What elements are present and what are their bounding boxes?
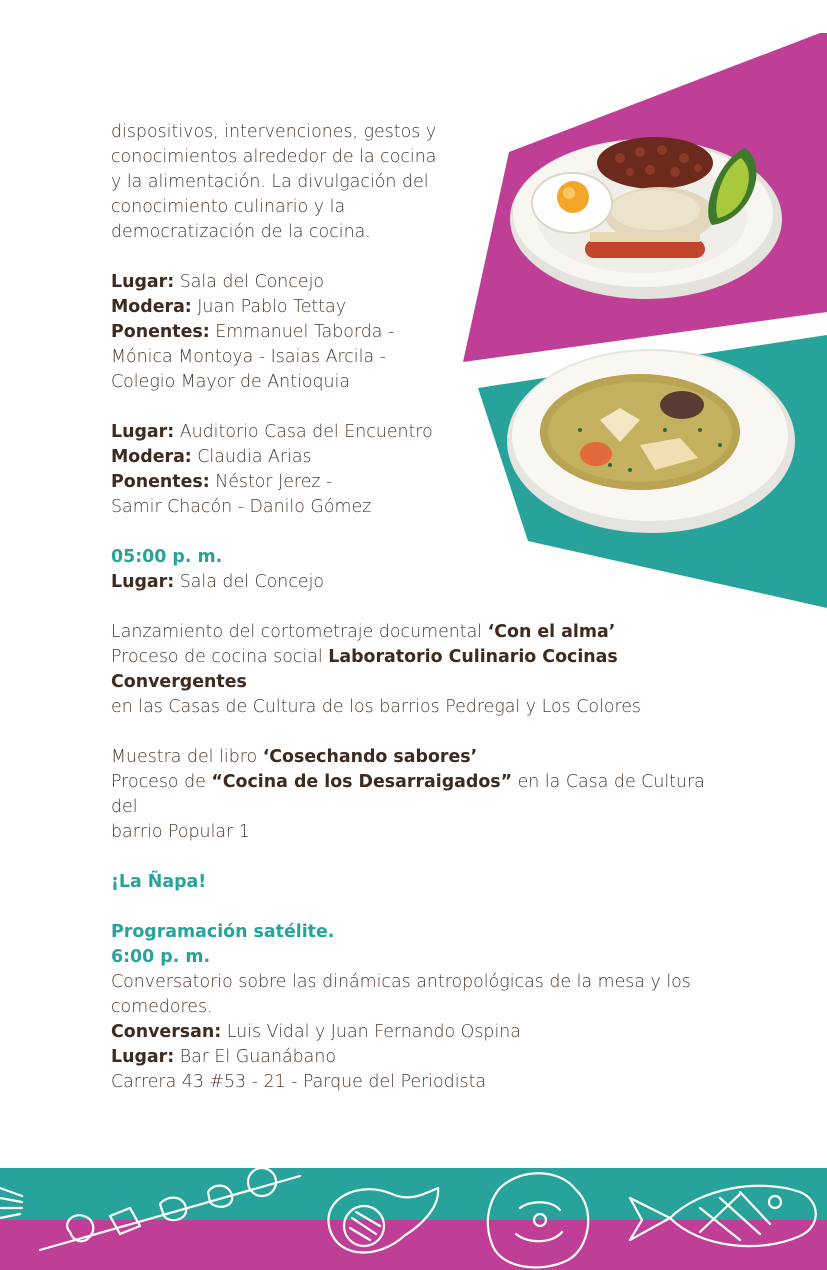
satellite-time: 6:00 p. m. bbox=[111, 947, 211, 967]
modera-label: Modera: bbox=[111, 297, 192, 317]
ponentes-value: Colegio Mayor de Antioquia bbox=[111, 372, 351, 392]
intro-line: democratización de la cocina. bbox=[111, 222, 371, 242]
book-block bbox=[111, 745, 731, 845]
ponentes-label: Ponentes: bbox=[111, 472, 210, 492]
lugar-value: Sala del Concejo bbox=[174, 272, 325, 292]
lugar-label: Lugar: bbox=[111, 1047, 175, 1067]
intro-line: dispositivos, intervenciones, gestos y bbox=[111, 122, 437, 142]
ponentes-value: Emmanuel Taborda - bbox=[209, 322, 395, 342]
lugar-value: Sala del Concejo bbox=[174, 572, 325, 592]
satellite-title: Programación satélite. bbox=[111, 922, 335, 942]
lugar-label: Lugar: bbox=[111, 422, 175, 442]
intro-line: y la alimentación. La divulgación del bbox=[111, 172, 429, 192]
launch-block bbox=[111, 620, 731, 720]
address: Carrera 43 #53 - 21 - Parque del Periodista bbox=[111, 1072, 487, 1092]
book-text: barrio Popular 1 bbox=[111, 822, 250, 842]
satellite-desc: comedores. bbox=[111, 997, 213, 1017]
launch-process: Laboratorio Culinario Cocinas Convergentes bbox=[111, 647, 618, 692]
modera-value: Juan Pablo Tettay bbox=[191, 297, 347, 317]
modera-value: Claudia Arias bbox=[191, 447, 312, 467]
intro-line: conocimiento culinario y la bbox=[111, 197, 346, 217]
launch-text: en las Casas de Cultura de los barrios Pedregal y Los Colores bbox=[111, 697, 641, 717]
satellite-block bbox=[111, 920, 731, 1095]
book-text: Proceso de bbox=[111, 772, 212, 792]
napa-heading: ¡La Ñapa! bbox=[111, 872, 207, 892]
book-title: ‘Cosechando sabores’ bbox=[262, 747, 478, 767]
conversan-value: Luis Vidal y Juan Fernando Ospina bbox=[221, 1022, 521, 1042]
book-text: Muestra del libro bbox=[111, 747, 263, 767]
modera-label: Modera: bbox=[111, 447, 192, 467]
ponentes-value: Mónica Montoya - Isaias Arcila - bbox=[111, 347, 386, 367]
program-content bbox=[111, 120, 731, 1095]
launch-text: Proceso de cocina social bbox=[111, 647, 329, 667]
lugar-label: Lugar: bbox=[111, 572, 175, 592]
footer-band bbox=[0, 1168, 827, 1270]
session-block-2 bbox=[111, 420, 441, 520]
session-time: 05:00 p. m. bbox=[111, 547, 223, 567]
ponentes-value: Samir Chacón - Danilo Gómez bbox=[111, 497, 372, 517]
book-text: en la Casa de Cultura del bbox=[111, 772, 705, 817]
ponentes-value: Néstor Jerez - bbox=[209, 472, 333, 492]
lugar-label: Lugar: bbox=[111, 272, 175, 292]
lugar-value: Bar El Guanábano bbox=[174, 1047, 336, 1067]
intro-paragraph bbox=[111, 120, 441, 245]
book-process: “Cocina de los Desarraigados” bbox=[211, 772, 513, 792]
launch-title: ‘Con el alma’ bbox=[487, 622, 616, 642]
launch-text: Lanzamiento del cortometraje documental bbox=[111, 622, 488, 642]
satellite-desc: Conversatorio sobre las dinámicas antropológicas de la mesa y los bbox=[111, 972, 691, 992]
intro-line: conocimientos alrededor de la cocina bbox=[111, 147, 437, 167]
lugar-value: Auditorio Casa del Encuentro bbox=[174, 422, 433, 442]
ponentes-label: Ponentes: bbox=[111, 322, 210, 342]
conversan-label: Conversan: bbox=[111, 1022, 222, 1042]
session-block-3 bbox=[111, 545, 731, 595]
session-block-1 bbox=[111, 270, 441, 395]
